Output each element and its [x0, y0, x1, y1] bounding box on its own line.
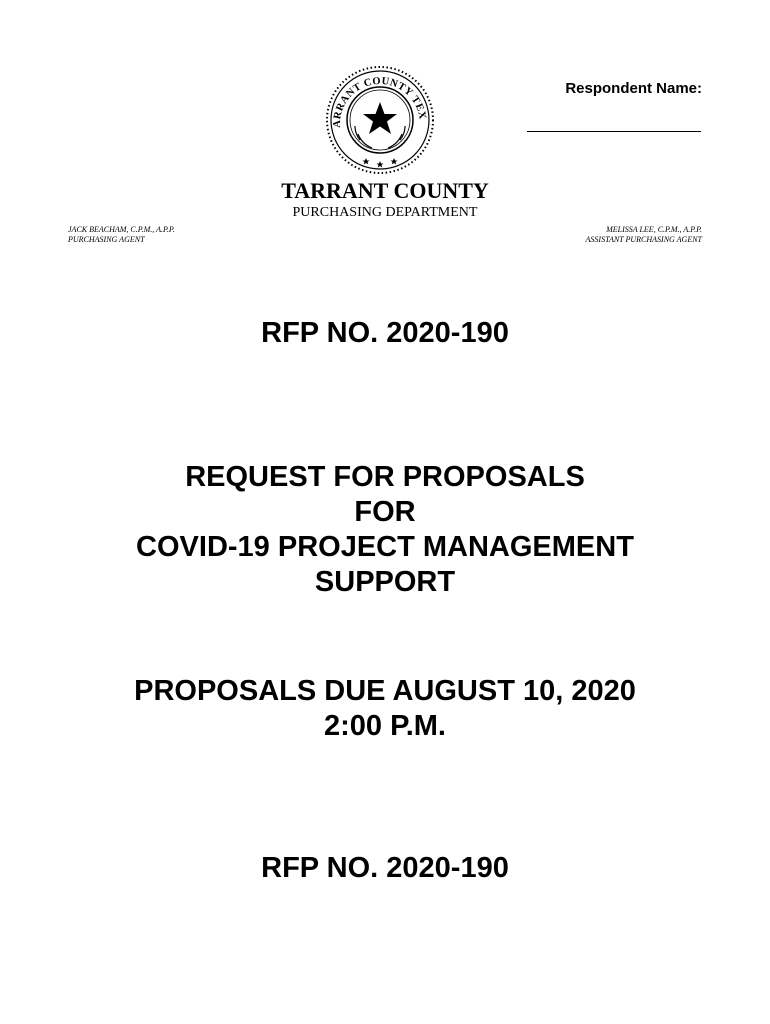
department-name: PURCHASING DEPARTMENT: [292, 205, 478, 220]
request-line-3: COVID-19 PROJECT MANAGEMENT: [136, 531, 634, 563]
due-date-line: PROPOSALS DUE AUGUST 10, 2020: [134, 675, 636, 707]
purchasing-agent-name: JACK BEACHAM, C.P.M., A.P.P.: [68, 225, 175, 234]
purchasing-agent-block: [68, 225, 175, 245]
assistant-agent-title: ASSISTANT PURCHASING AGENT: [585, 235, 702, 244]
request-line-1: REQUEST FOR PROPOSALS: [185, 461, 585, 493]
respondent-name-line: [527, 131, 701, 132]
seal-graphic: [324, 64, 436, 176]
star-icon: [363, 102, 397, 134]
respondent-name-label: Respondent Name:: [565, 80, 702, 97]
rfp-number-bottom: RFP NO. 2020-190: [261, 852, 509, 884]
county-title: TARRANT COUNTY: [281, 178, 489, 203]
seal-ring-text: ARRANT COUNTY TEX: [331, 75, 428, 128]
request-title-block: [0, 460, 770, 600]
assistant-agent-block: [586, 225, 702, 245]
rfp-number-top: RFP NO. 2020-190: [261, 317, 509, 349]
request-line-4: SUPPORT: [314, 566, 456, 598]
request-line-2: FOR: [354, 496, 416, 528]
due-date-block: [0, 674, 770, 744]
due-time-line: 2:00 P.M.: [324, 710, 446, 742]
county-seal: [324, 64, 436, 176]
purchasing-agent-title: PURCHASING AGENT: [68, 235, 145, 244]
assistant-agent-name: MELISSA LEE, C.P.M., A.P.P.: [606, 225, 702, 234]
